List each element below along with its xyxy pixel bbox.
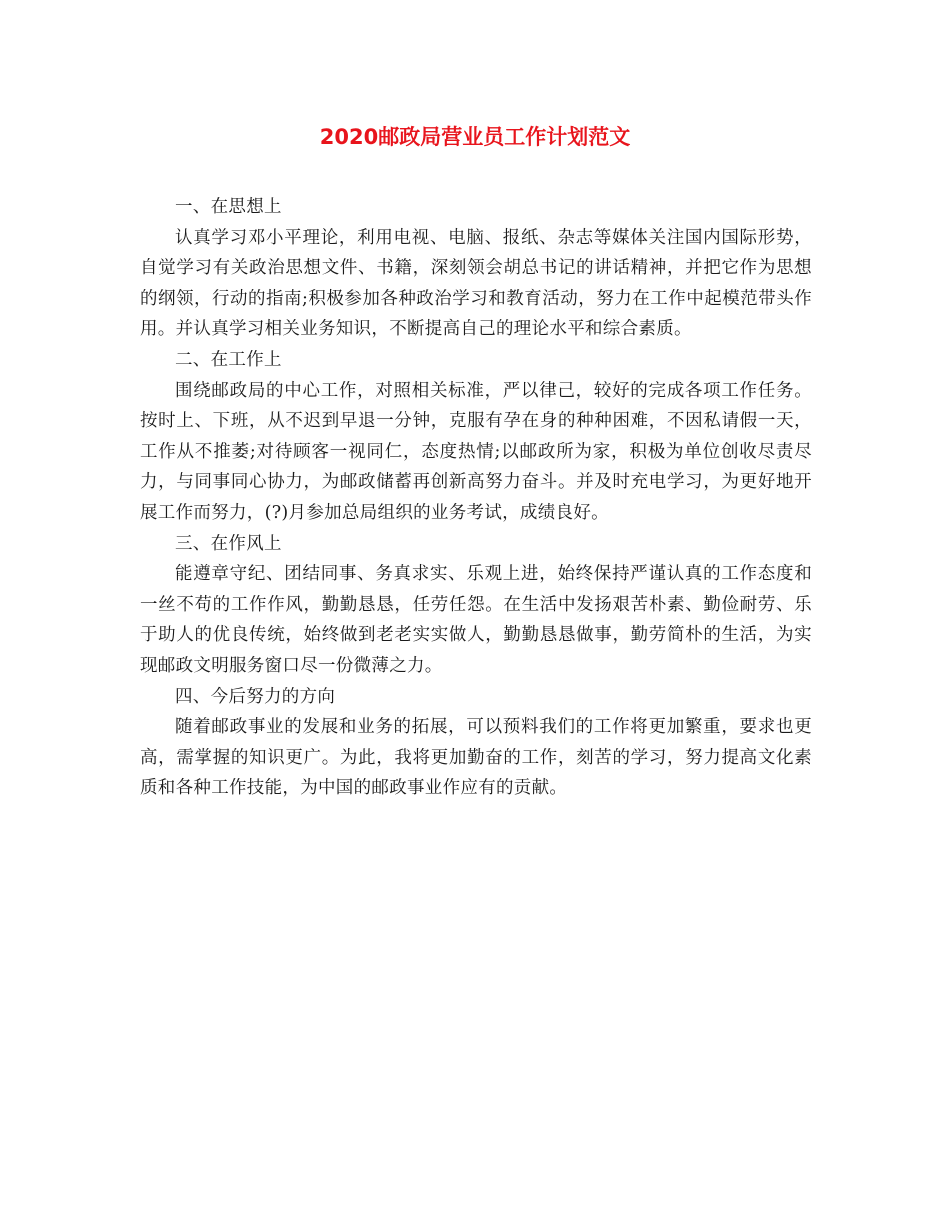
section-paragraph-1: 认真学习邓小平理论，利用电视、电脑、报纸、杂志等媒体关注国内国际形势，自觉学习有关政治思想文件、书籍，深刻领会胡总书记的讲话精神，并把它作为思想的纲领，行动的指南;积极参加各种政治学习和教育活动，努力在工作中起模范带头作用。并认真学习相关业务知识，不断提高自己的理论水平和综合素质。 [140,227,812,340]
document-body [140,192,812,804]
section-heading-2: 二、在工作上 [175,349,282,370]
section-paragraph-3: 能遵章守纪、团结同事、务真求实、乐观上进，始终保持严谨认真的工作态度和一丝不苟的工作作风，勤勤恳恳，任劳任怨。在生活中发扬艰苦朴素、勤俭耐劳、乐于助人的优良传统，始终做到老老实实做人，勤勤恳恳做事，勤劳简朴的生活，为实现邮政文明服务窗口尽一份微薄之力。 [140,564,812,676]
section-heading-1: 一、在思想上 [175,197,282,217]
section-heading-4: 四、今后努力的方向 [175,686,336,707]
section-heading-3: 三、在作风上 [175,533,282,554]
section-paragraph-2: 围绕邮政局的中心工作，对照相关标准，严以律己，较好的完成各项工作任务。按时上、下班，从不迟到早退一分钟，克服有孕在身的种种困难，不因私请假一天，工作从不推萎;对待顾客一视同仁，态度热情;以邮政所为家，积极为单位创收尽责尽力，与同事同心协力，为邮政储蓄再创新高努力奋斗。并及时充电学习，为更好地开展工作而努力，(?)月参加总局组织的业务考试，成绩良好。 [140,380,812,523]
document-title: 2020邮政局营业员工作计划范文 [319,125,631,149]
section-paragraph-4: 随着邮政事业的发展和业务的拓展，可以预料我们的工作将更加繁重，要求也更高，需掌握的知识更广。为此，我将更加勤奋的工作，刻苦的学习，努力提高文化素质和各种工作技能，为中国的邮政事业作应有的贡献。 [140,717,812,799]
